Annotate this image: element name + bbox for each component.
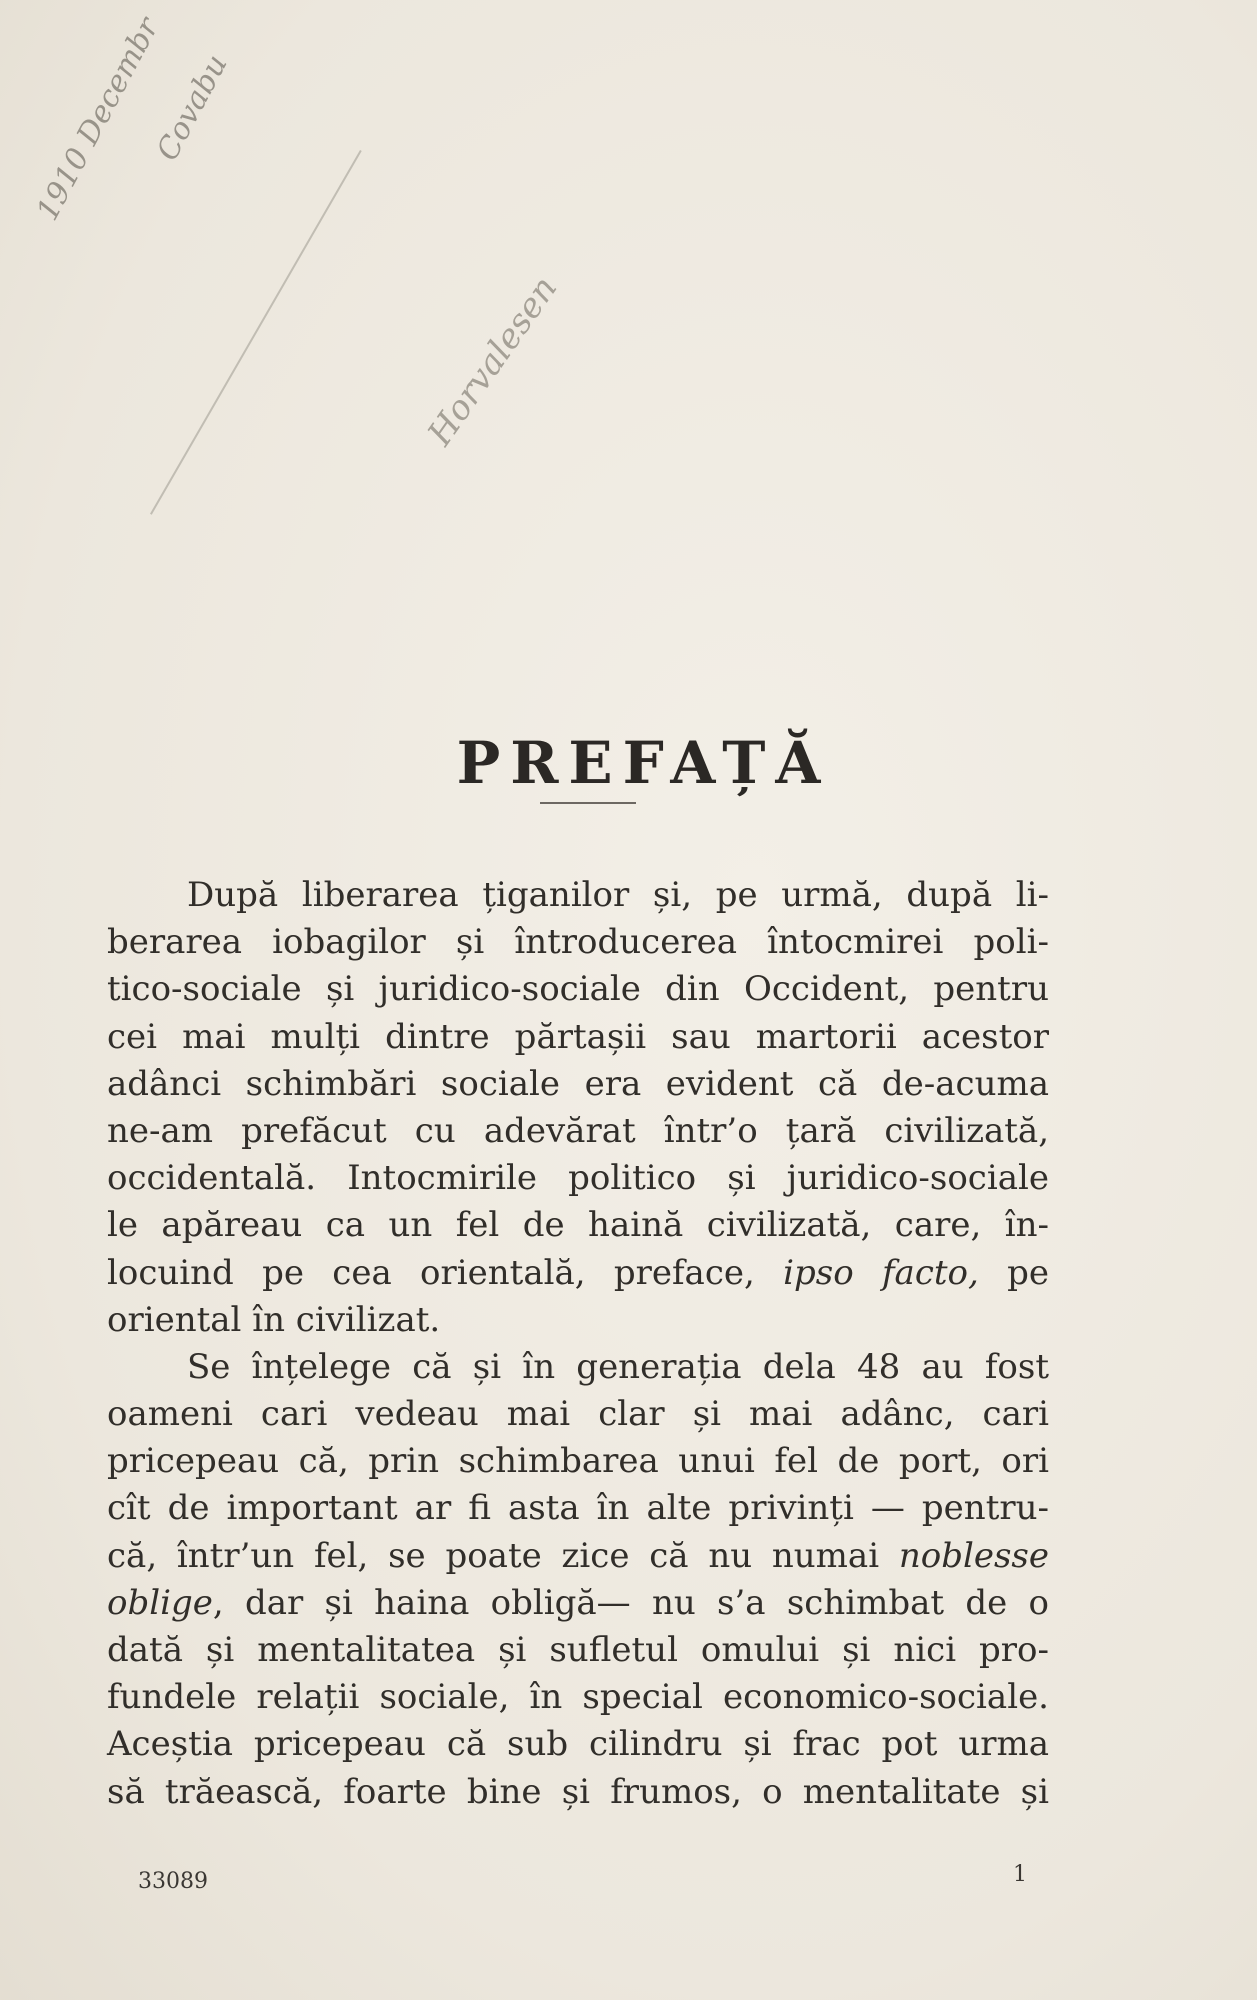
page-title: PREFAȚĂ (456, 728, 831, 797)
text-segment: pe (978, 1252, 1049, 1293)
text-line (107, 1533, 1049, 1580)
text-line: berarea iobagilor și întroducerea întocmirei poli- (107, 922, 1049, 963)
text-line: dată și mentalitatea și sufletul omului și nici pro- (107, 1630, 1049, 1670)
text-line: tico-sociale și juridico-sociale din Occident, pentru (107, 969, 1049, 1010)
italic-phrase: ipso facto, (783, 1252, 979, 1293)
handwritten-date: 1910 Decembr (30, 11, 167, 227)
text-line: occidentală. Intocmirile politico și juridico-sociale (107, 1158, 1049, 1199)
text-line: cît de important ar fi asta în alte privinți — pentru- (107, 1488, 1049, 1529)
text-line: Se înțelege că și în generația dela 48 au fost (187, 1346, 1049, 1387)
italic-phrase: noblesse (898, 1535, 1049, 1576)
text-line: Aceștia pricepeau că sub cilindru și frac pot urma (107, 1724, 1049, 1765)
body-text (107, 872, 1049, 1816)
pencil-stroke (150, 150, 362, 515)
text-line: oameni cari vedeau mai clar și mai adânc, cari (107, 1394, 1049, 1435)
italic-phrase: oblige (107, 1582, 213, 1623)
text-line: După liberarea țiganilor și, pe urmă, după li- (187, 875, 1049, 915)
text-line (107, 1250, 1049, 1297)
catalog-number: 33089 (138, 1869, 208, 1894)
text-line: le apăreau ca un fel de haină civilizată, care, în- (107, 1205, 1049, 1246)
title-rule (540, 802, 636, 804)
page-number: 1 (1013, 1862, 1027, 1887)
text-line: adânci schimbări sociale era evident că de-acuma (107, 1063, 1049, 1104)
text-line: pricepeau că, prin schimbarea unui fel de port, ori (107, 1441, 1049, 1482)
handwritten-name: Covabu (150, 49, 235, 167)
text-line: să trăească, foarte bine și frumos, o mentalitate și (107, 1771, 1049, 1812)
text-line: cei mai mulți dintre părtașii sau martorii acestor (107, 1016, 1049, 1057)
text-line: ne-am prefăcut cu adevărat într’o țară civilizată, (107, 1110, 1049, 1151)
text-line: oriental în civilizat. (107, 1299, 441, 1340)
text-segment: locuind pe cea orientală, preface, (107, 1252, 784, 1293)
text-segment: , dar și haina obligă— nu s’a schimbat de o (212, 1582, 1049, 1623)
text-line (107, 1580, 1049, 1627)
text-segment: că, într’un fel, se poate zice că nu numai (107, 1535, 899, 1576)
handwritten-signature: Horvalesen (420, 269, 566, 453)
text-line: fundele relații sociale, în special economico-sociale. (107, 1677, 1049, 1718)
